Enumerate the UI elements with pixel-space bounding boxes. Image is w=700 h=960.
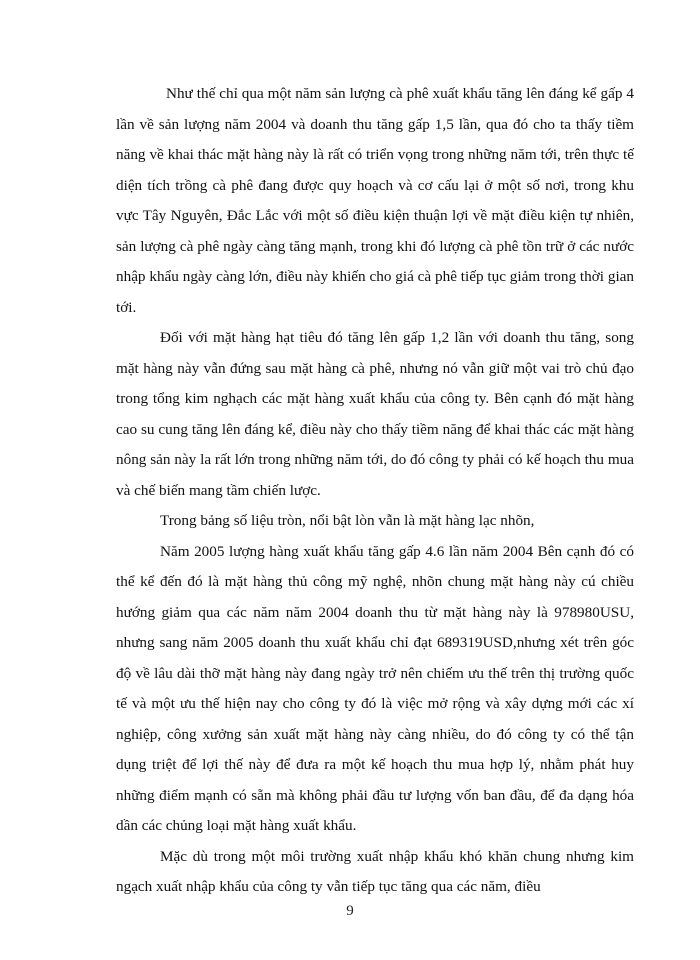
page-number: 9 xyxy=(346,903,354,919)
document-body xyxy=(116,79,634,903)
paragraph-pepper: Đối với mặt hàng hạt tiêu đó tăng lên gấp 1,2 lần với doanh thu tăng, song mặt hàng này vẫn đứng sau mặt hàng cà phê, nhưng nó vẫn giữ một vai trò chủ đạo trong tổng kim nghạch các mặt hàng xuất khẩu của công ty. Bên cạnh đó mặt hàng cao su cung tăng lên đáng kể, điều này cho thấy tiềm năng để khai thác các mặt hàng nông sản này la rất lớn trong những năm tới, do đó công ty phải có kế hoạch thu mua và chế biến mang tầm chiến lược. xyxy=(116,329,634,499)
paragraph-handicraft: Năm 2005 lượng hàng xuất khẩu tăng gấp 4.6 lần năm 2004 Bên cạnh đó có thể kể đến đó là mặt hàng thủ công mỹ nghệ, nhõn chung mặt hàng này cú chiều hướng giảm qua các năm năm 2004 doanh thu từ mặt hàng này là 978980USU, nhưng sang năm 2005 doanh thu xuất khẩu chỉ đạt 689319USD,nhưng xét trên góc độ về lâu dài thỡ mặt hàng này đang ngày trở nên chiếm ưu thế trên thị trường quốc tế và một ưu thế hiện nay cho công ty đó là việc mở rộng và xây dựng mới các xí nghiệp, công xưởng sản xuất mặt hàng này càng nhiều, do đó công ty có thể tận dụng triệt để lợi thế này để đưa ra một kế hoạch thu mua hợp lý, nhằm phát huy những điểm mạnh có sẵn mà không phải đầu tư lượng vốn ban đầu, để đa dạng hóa dần các chủng loại mặt hàng xuất khẩu. xyxy=(116,542,634,834)
paragraph-coffee: Như thế chỉ qua một năm sản lượng cà phê xuất khẩu tăng lên đáng kể gấp 4 lần về sản lượng năm 2004 và doanh thu tăng gấp 1,5 lần, qua đó cho ta thấy tiềm năng về khai thác mặt hàng này là rất có triển vọng trong những năm tới, trên thực tế diện tích trồng cà phê đang được quy hoạch và cơ cấu lại ở một số nơi, trong khu vực Tây Nguyên, Đắc Lắc với một số điều kiện thuận lợi về mặt điều kiện tự nhiên, sản lượng cà phê ngày càng tăng mạnh, trong khi đó lượng cà phê tồn trữ ở các nước nhập khẩu ngày càng lớn, điều này khiến cho giá cà phê tiếp tục giảm trong thời gian tới. xyxy=(116,85,634,316)
paragraph-table-summary: Trong bảng số liệu tròn, nổi bật lòn vẫn là mặt hàng lạc nhõn, xyxy=(160,512,535,529)
paragraph-import-export: Mặc dù trong một môi trường xuất nhập khẩu khó khăn chung nhưng kim ngạch xuất nhập khẩu của công ty vẫn tiếp tục tăng qua các năm, điều xyxy=(116,847,634,895)
